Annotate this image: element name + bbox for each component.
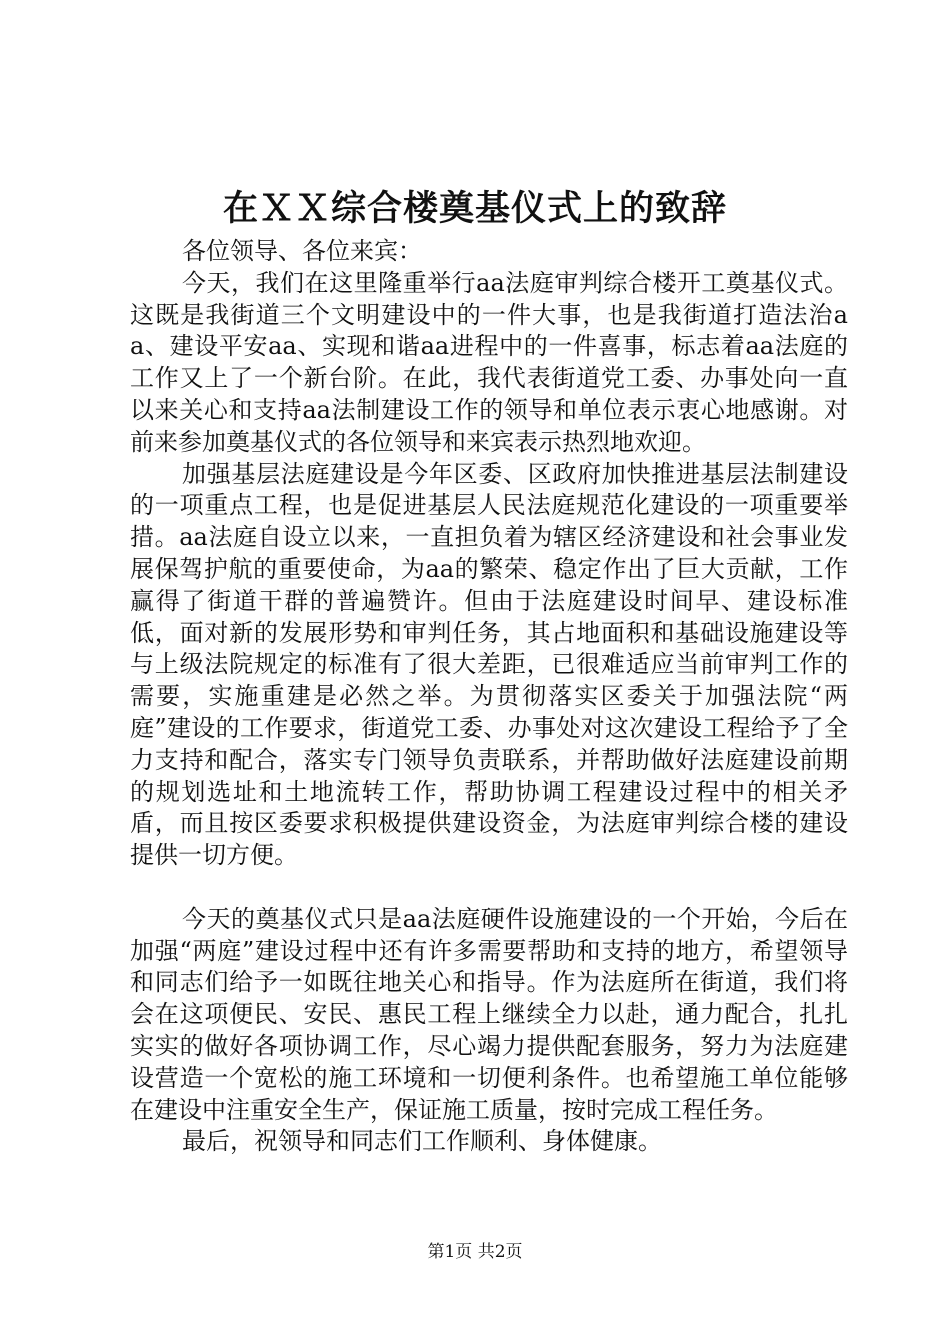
page-number-footer: 第1页 共2页 — [427, 1242, 523, 1262]
document-title: 在ＸＸ综合楼奠基仪式上的致辞 — [222, 188, 727, 229]
salutation: 各位领导、各位来宾： — [182, 237, 422, 265]
paragraph-future: 今天的奠基仪式只是aa法庭硬件设施建设的一个开始，今后在加强“两庭”建设过程中还有许多需要帮助和支持的地方，希望领导和同志们给予一如既往地关心和指导。作为法庭所在街道，我们将会在这项便民、安民、惠民工程上继续全力以赴，通力配合，扎扎实实的做好各项协调工作，尽心竭力提供配套服务，努力为法庭建设营造一个宽松的施工环境和一切便利条件。也希望施工单位能够在建设中注重安全生产，保证施工质量，按时完成工程任务。 — [130, 904, 848, 1124]
document-body — [130, 236, 848, 1158]
paragraph-opening: 今天，我们在这里隆重举行aa法庭审判综合楼开工奠基仪式。这既是我街道三个文明建设中的一件大事，也是我街道打造法治aa、建设平安aa、实现和谐aa进程中的一件喜事，标志着aa法庭的工作又上了一个新台阶。在此，我代表街道党工委、办事处向一直以来关心和支持aa法制建设工作的领导和单位表示衷心地感谢。对前来参加奠基仪式的各位领导和来宾表示热烈地欢迎。 — [130, 268, 848, 456]
paragraph-construction: 加强基层法庭建设是今年区委、区政府加快推进基层法制建设的一项重点工程，也是促进基层人民法庭规范化建设的一项重要举措。aa法庭自设立以来，一直担负着为辖区经济建设和社会事业发展保驾护航的重要使命，为aa的繁荣、稳定作出了巨大贡献，工作赢得了街道干群的普遍赞许。但由于法庭建设时间早、建设标准低，面对新的发展形势和审判任务，其占地面积和基础设施建设等与上级法院规定的标准有了很大差距，已很难适应当前审判工作的需要，实施重建是必然之举。为贯彻落实区委关于加强法院“两庭”建设的工作要求，街道党工委、办事处对这次建设工程给予了全力支持和配合，落实专门领导负责联系，并帮助做好法庭建设前期的规划选址和土地流转工作，帮助协调工程建设过程中的相关矛盾，而且按区委要求积极提供建设资金，为法庭审判综合楼的建设提供一切方便。 — [130, 459, 848, 870]
paragraph-spacer — [130, 872, 848, 904]
closing-remark: 最后，祝领导和同志们工作顺利、身体健康。 — [182, 1127, 662, 1156]
